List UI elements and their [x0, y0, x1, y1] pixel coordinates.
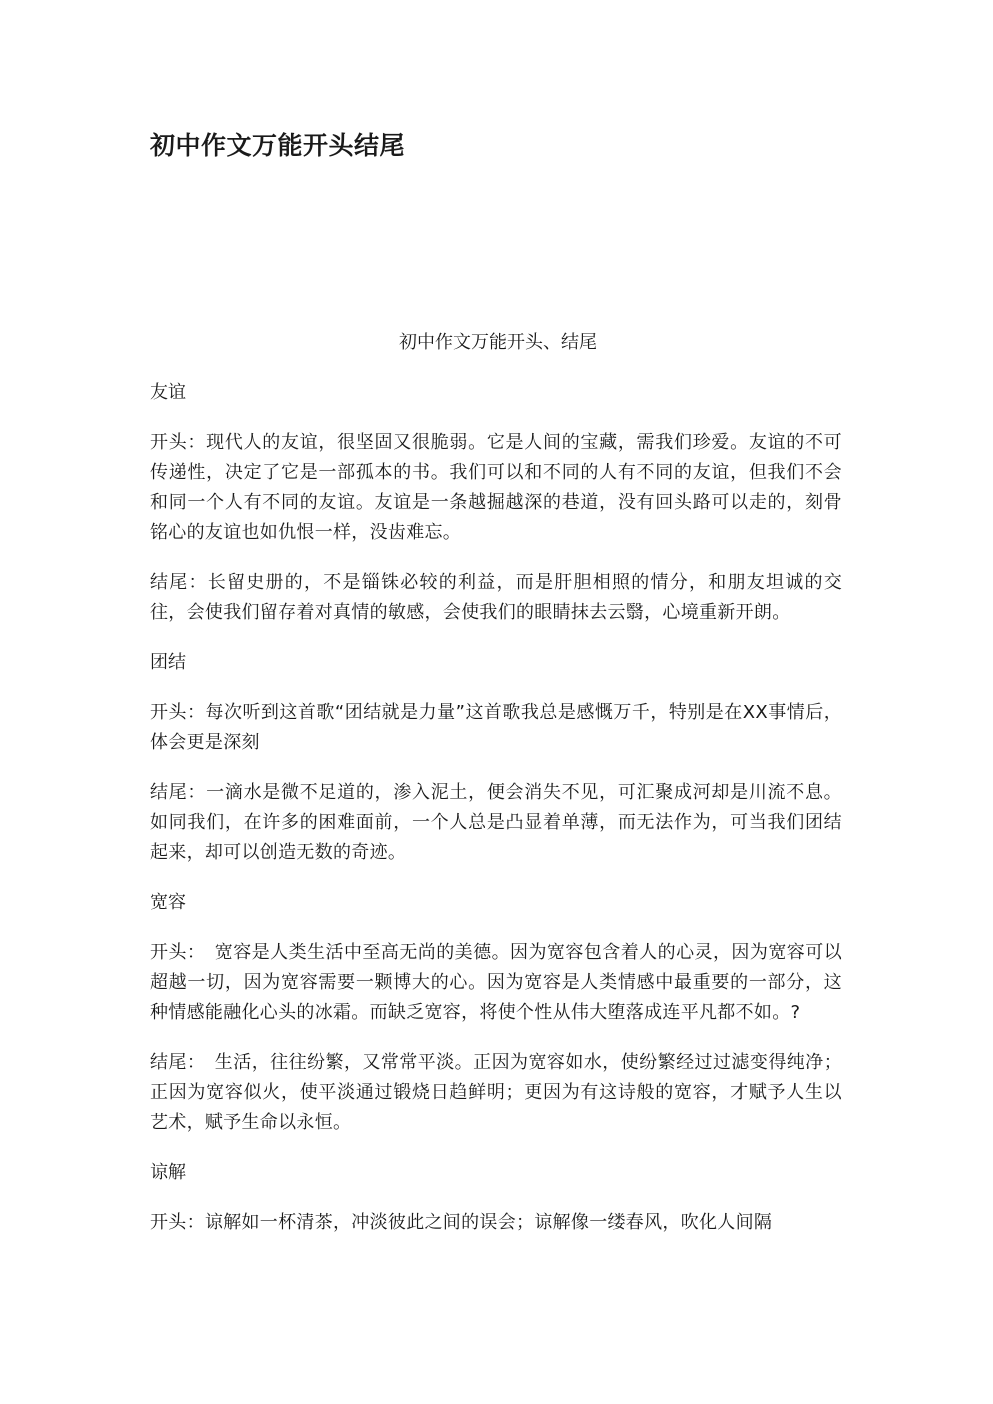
section-heading: 团结: [150, 652, 186, 673]
document-body: [150, 328, 842, 1258]
section-opening: 开头：谅解如一杯清茶，冲淡彼此之间的误会；谅解像一缕春风，吹化人间隔: [150, 1212, 773, 1233]
section-ending: 结尾：一滴水是微不足道的，渗入泥土，便会消失不见，可汇聚成河却是川流不息。如同我们，在许多的困难面前，一个人总是凸显着单薄，而无法作为，可当我们团结起来，却可以创造无数的奇迹。: [150, 782, 842, 863]
section-ending: 结尾：长留史册的，不是锱铢必较的利益，而是肝胆相照的情分，和朋友坦诚的交往，会使我们留存着对真情的敏感，会使我们的眼睛抹去云翳，心境重新开朗。: [150, 572, 842, 623]
section-unity: [150, 648, 842, 868]
section-heading: 宽容: [150, 892, 186, 913]
section-ending: 结尾： 生活，往往纷繁，又常常平淡。正因为宽容如水，使纷繁经过过滤变得纯净；正因为宽容似火，使平淡通过锻烧日趋鲜明；更因为有这诗般的宽容，才赋予人生以艺术，赋予生命以永恒。: [150, 1052, 842, 1133]
section-heading: 谅解: [150, 1162, 186, 1183]
section-opening: 开头：现代人的友谊，很坚固又很脆弱。它是人间的宝藏，需我们珍爱。友谊的不可传递性，决定了它是一部孤本的书。我们可以和不同的人有不同的友谊，但我们不会和同一个人有不同的友谊。友谊是一条越掘越深的巷道，没有回头路可以走的，刻骨铭心的友谊也如仇恨一样，没齿难忘。: [150, 432, 842, 543]
section-tolerance: [150, 888, 842, 1138]
section-opening: 开头：每次听到这首歌“团结就是力量”这首歌我总是感慨万千，特别是在XX事情后，体会更是深刻: [150, 702, 842, 753]
section-heading: 友谊: [150, 382, 186, 403]
section-opening: 开头： 宽容是人类生活中至高无尚的美德。因为宽容包含着人的心灵，因为宽容可以超越一切，因为宽容需要一颗博大的心。因为宽容是人类情感中最重要的一部分，这种情感能融化心头的冰霜。而缺乏宽容，将使个性从伟大堕落成连平凡都不如。?: [150, 942, 842, 1023]
document-title: 初中作文万能开头结尾: [150, 131, 406, 160]
document-subtitle: 初中作文万能开头、结尾: [399, 332, 597, 353]
section-friendship: [150, 378, 842, 628]
section-understanding: [150, 1158, 842, 1238]
